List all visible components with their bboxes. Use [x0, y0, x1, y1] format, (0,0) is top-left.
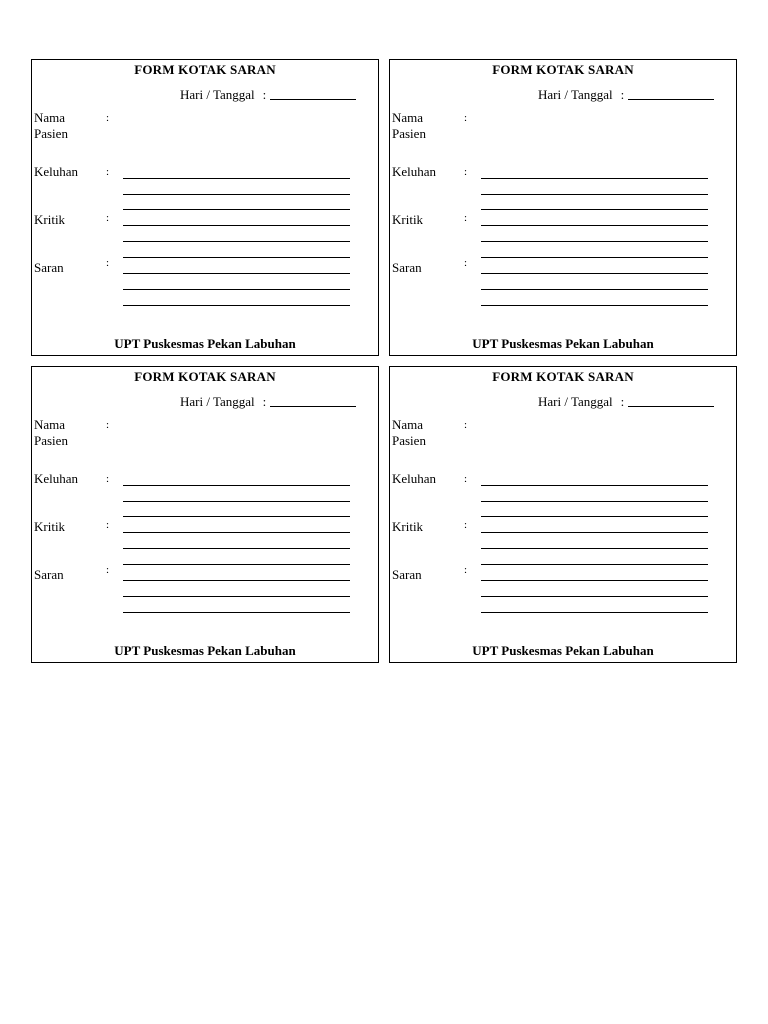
kritik-label: Kritik — [392, 519, 424, 534]
date-colon: : — [262, 394, 267, 409]
kritik-line[interactable] — [481, 257, 708, 258]
kritik-line[interactable] — [123, 241, 350, 242]
saran-colon: : — [106, 257, 110, 269]
saran-line[interactable] — [481, 580, 708, 581]
saran-colon: : — [106, 564, 110, 576]
nama-label-line1: Nama — [392, 110, 424, 125]
date-field — [180, 394, 356, 410]
keluhan-colon: : — [464, 166, 468, 178]
saran-line[interactable] — [481, 273, 708, 274]
kritik-line[interactable] — [123, 257, 350, 258]
keluhan-line[interactable] — [123, 178, 350, 179]
keluhan-colon: : — [464, 473, 468, 485]
keluhan-line[interactable] — [481, 178, 708, 179]
kritik-line[interactable] — [481, 532, 708, 533]
form-title: FORM KOTAK SARAN — [492, 369, 634, 384]
date-colon: : — [262, 87, 267, 102]
saran-line[interactable] — [123, 612, 350, 613]
date-field — [538, 394, 714, 410]
kritik-colon: : — [106, 212, 110, 224]
saran-line[interactable] — [481, 596, 708, 597]
keluhan-line[interactable] — [123, 209, 350, 210]
keluhan-label: Keluhan — [392, 164, 437, 179]
form-footer: UPT Puskesmas Pekan Labuhan — [472, 643, 654, 658]
date-field — [538, 87, 714, 103]
keluhan-line[interactable] — [481, 194, 708, 195]
saran-line[interactable] — [481, 612, 708, 613]
form-title: FORM KOTAK SARAN — [134, 369, 276, 384]
kritik-colon: : — [464, 519, 468, 531]
saran-colon: : — [464, 564, 468, 576]
keluhan-line[interactable] — [123, 516, 350, 517]
saran-line[interactable] — [481, 305, 708, 306]
kritik-colon: : — [106, 519, 110, 531]
nama-pasien-label — [34, 110, 68, 142]
keluhan-colon: : — [106, 166, 110, 178]
nama-colon: : — [106, 112, 110, 124]
kritik-line[interactable] — [123, 548, 350, 549]
keluhan-line[interactable] — [123, 501, 350, 502]
date-colon: : — [620, 394, 625, 409]
date-colon: : — [620, 87, 625, 102]
saran-colon: : — [464, 257, 468, 269]
form-footer: UPT Puskesmas Pekan Labuhan — [114, 336, 296, 351]
date-blank-line[interactable] — [628, 87, 714, 100]
keluhan-line[interactable] — [123, 194, 350, 195]
date-label: Hari / Tanggal — [180, 87, 255, 102]
form-footer: UPT Puskesmas Pekan Labuhan — [472, 336, 654, 351]
kritik-label: Kritik — [392, 212, 424, 227]
keluhan-label: Keluhan — [34, 164, 79, 179]
date-label: Hari / Tanggal — [538, 87, 613, 102]
suggestion-form-card — [31, 59, 379, 356]
saran-line[interactable] — [123, 580, 350, 581]
suggestion-form-card — [31, 366, 379, 663]
suggestion-form-card — [389, 366, 737, 663]
form-title: FORM KOTAK SARAN — [134, 62, 276, 77]
nama-label-line2: Pasien — [34, 433, 68, 448]
saran-line[interactable] — [123, 289, 350, 290]
nama-colon: : — [464, 112, 468, 124]
kritik-label: Kritik — [34, 212, 66, 227]
keluhan-line[interactable] — [481, 501, 708, 502]
saran-label: Saran — [34, 567, 64, 582]
date-blank-line[interactable] — [270, 394, 356, 407]
date-blank-line[interactable] — [270, 87, 356, 100]
date-label: Hari / Tanggal — [180, 394, 255, 409]
nama-label-line1: Nama — [34, 110, 66, 125]
saran-line[interactable] — [123, 273, 350, 274]
kritik-line[interactable] — [123, 532, 350, 533]
form-title: FORM KOTAK SARAN — [492, 62, 634, 77]
saran-line[interactable] — [123, 596, 350, 597]
nama-label-line2: Pasien — [34, 126, 68, 141]
kritik-line[interactable] — [481, 548, 708, 549]
kritik-colon: : — [464, 212, 468, 224]
saran-label: Saran — [34, 260, 64, 275]
date-blank-line[interactable] — [628, 394, 714, 407]
kritik-line[interactable] — [123, 564, 350, 565]
nama-colon: : — [464, 419, 468, 431]
keluhan-colon: : — [106, 473, 110, 485]
kritik-label: Kritik — [34, 519, 66, 534]
nama-label-line1: Nama — [392, 417, 424, 432]
kritik-line[interactable] — [481, 564, 708, 565]
nama-pasien-label — [392, 110, 426, 142]
date-field — [180, 87, 356, 103]
saran-line[interactable] — [123, 305, 350, 306]
saran-label: Saran — [392, 567, 422, 582]
nama-pasien-label — [34, 417, 68, 449]
keluhan-line[interactable] — [481, 516, 708, 517]
keluhan-label: Keluhan — [392, 471, 437, 486]
kritik-line[interactable] — [481, 241, 708, 242]
suggestion-form-card — [389, 59, 737, 356]
nama-label-line1: Nama — [34, 417, 66, 432]
nama-pasien-label — [392, 417, 426, 449]
nama-colon: : — [106, 419, 110, 431]
kritik-line[interactable] — [481, 225, 708, 226]
form-footer: UPT Puskesmas Pekan Labuhan — [114, 643, 296, 658]
keluhan-line[interactable] — [481, 485, 708, 486]
nama-label-line2: Pasien — [392, 126, 426, 141]
keluhan-label: Keluhan — [34, 471, 79, 486]
saran-label: Saran — [392, 260, 422, 275]
keluhan-line[interactable] — [123, 485, 350, 486]
date-label: Hari / Tanggal — [538, 394, 613, 409]
nama-label-line2: Pasien — [392, 433, 426, 448]
kritik-line[interactable] — [123, 225, 350, 226]
keluhan-line[interactable] — [481, 209, 708, 210]
saran-line[interactable] — [481, 289, 708, 290]
